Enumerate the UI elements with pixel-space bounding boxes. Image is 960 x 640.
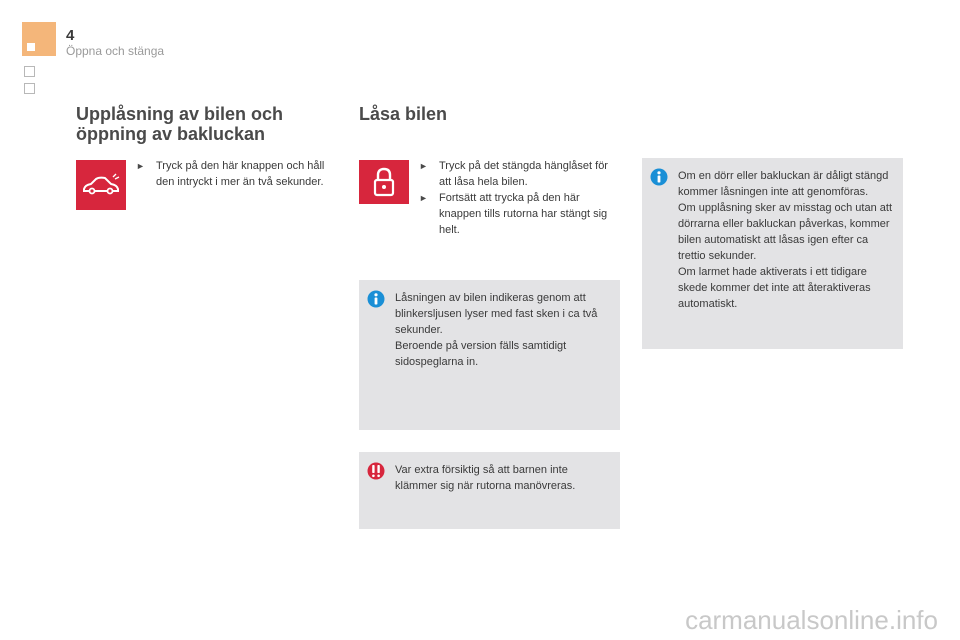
info-note-door-text bbox=[678, 168, 895, 312]
warning-note-text bbox=[395, 462, 612, 494]
page-number: 4 bbox=[66, 27, 75, 44]
lock-heading: Låsa bilen bbox=[359, 104, 448, 124]
chapter-tab bbox=[22, 22, 56, 56]
unlock-heading bbox=[76, 104, 283, 144]
lock-step: ► Fortsätt att trycka på den här knappen tills rutorna har stängt sig helt. bbox=[419, 192, 608, 236]
lock-step: ► Tryck på det stängda hänglåset för att låsa hela bilen. bbox=[419, 160, 608, 188]
info-note-lock-text bbox=[395, 290, 612, 370]
warning-note bbox=[359, 452, 620, 529]
arrow-icon: ► bbox=[136, 161, 145, 171]
unlock-heading-line2: öppning av bakluckan bbox=[76, 124, 266, 144]
info-note-paragraph: Om upplåsning sker av misstag och utan att dörrarna eller bakluckan påverkas, kommer bilen automatiskt att låsas igen efter ca trettio sekunder. bbox=[678, 202, 892, 262]
info-note-door bbox=[642, 158, 903, 349]
car-unlock-icon bbox=[76, 160, 126, 210]
info-note-paragraph: Om en dörr eller bakluckan är dåligt stängd kommer låsningen inte att genomföras. bbox=[678, 170, 889, 198]
arrow-icon: ► bbox=[419, 161, 428, 171]
unlock-step: ► Tryck på den här knappen och håll den intryckt i mer än två sekunder. bbox=[136, 160, 325, 188]
info-note-lock bbox=[359, 280, 620, 430]
unlock-steps bbox=[136, 158, 326, 190]
section-title: Öppna och stänga bbox=[66, 44, 165, 58]
lock-steps bbox=[419, 158, 614, 238]
warning-icon bbox=[367, 462, 385, 480]
info-icon bbox=[367, 290, 385, 308]
info-icon bbox=[650, 168, 668, 186]
margin-box-2 bbox=[24, 83, 35, 94]
info-note-paragraph: Beroende på version fälls samtidigt sidospeglarna in. bbox=[395, 340, 567, 368]
margin-box-1 bbox=[24, 66, 35, 77]
info-note-paragraph: Låsningen av bilen indikeras genom att blinkersljusen lyser med fast sken i ca två sekunder. bbox=[395, 292, 598, 336]
warning-note-paragraph: Var extra försiktig så att barnen inte klämmer sig när rutorna manövreras. bbox=[395, 464, 576, 492]
arrow-icon: ► bbox=[419, 193, 428, 203]
padlock-icon bbox=[359, 160, 409, 204]
info-note-paragraph: Om larmet hade aktiverats i ett tidigare skede kommer det inte att återaktiveras automatiskt. bbox=[678, 266, 871, 310]
watermark: carmanualsonline.info bbox=[685, 605, 938, 635]
unlock-heading-line1: Upplåsning av bilen och bbox=[76, 104, 284, 124]
chapter-tab-dot bbox=[27, 43, 35, 51]
